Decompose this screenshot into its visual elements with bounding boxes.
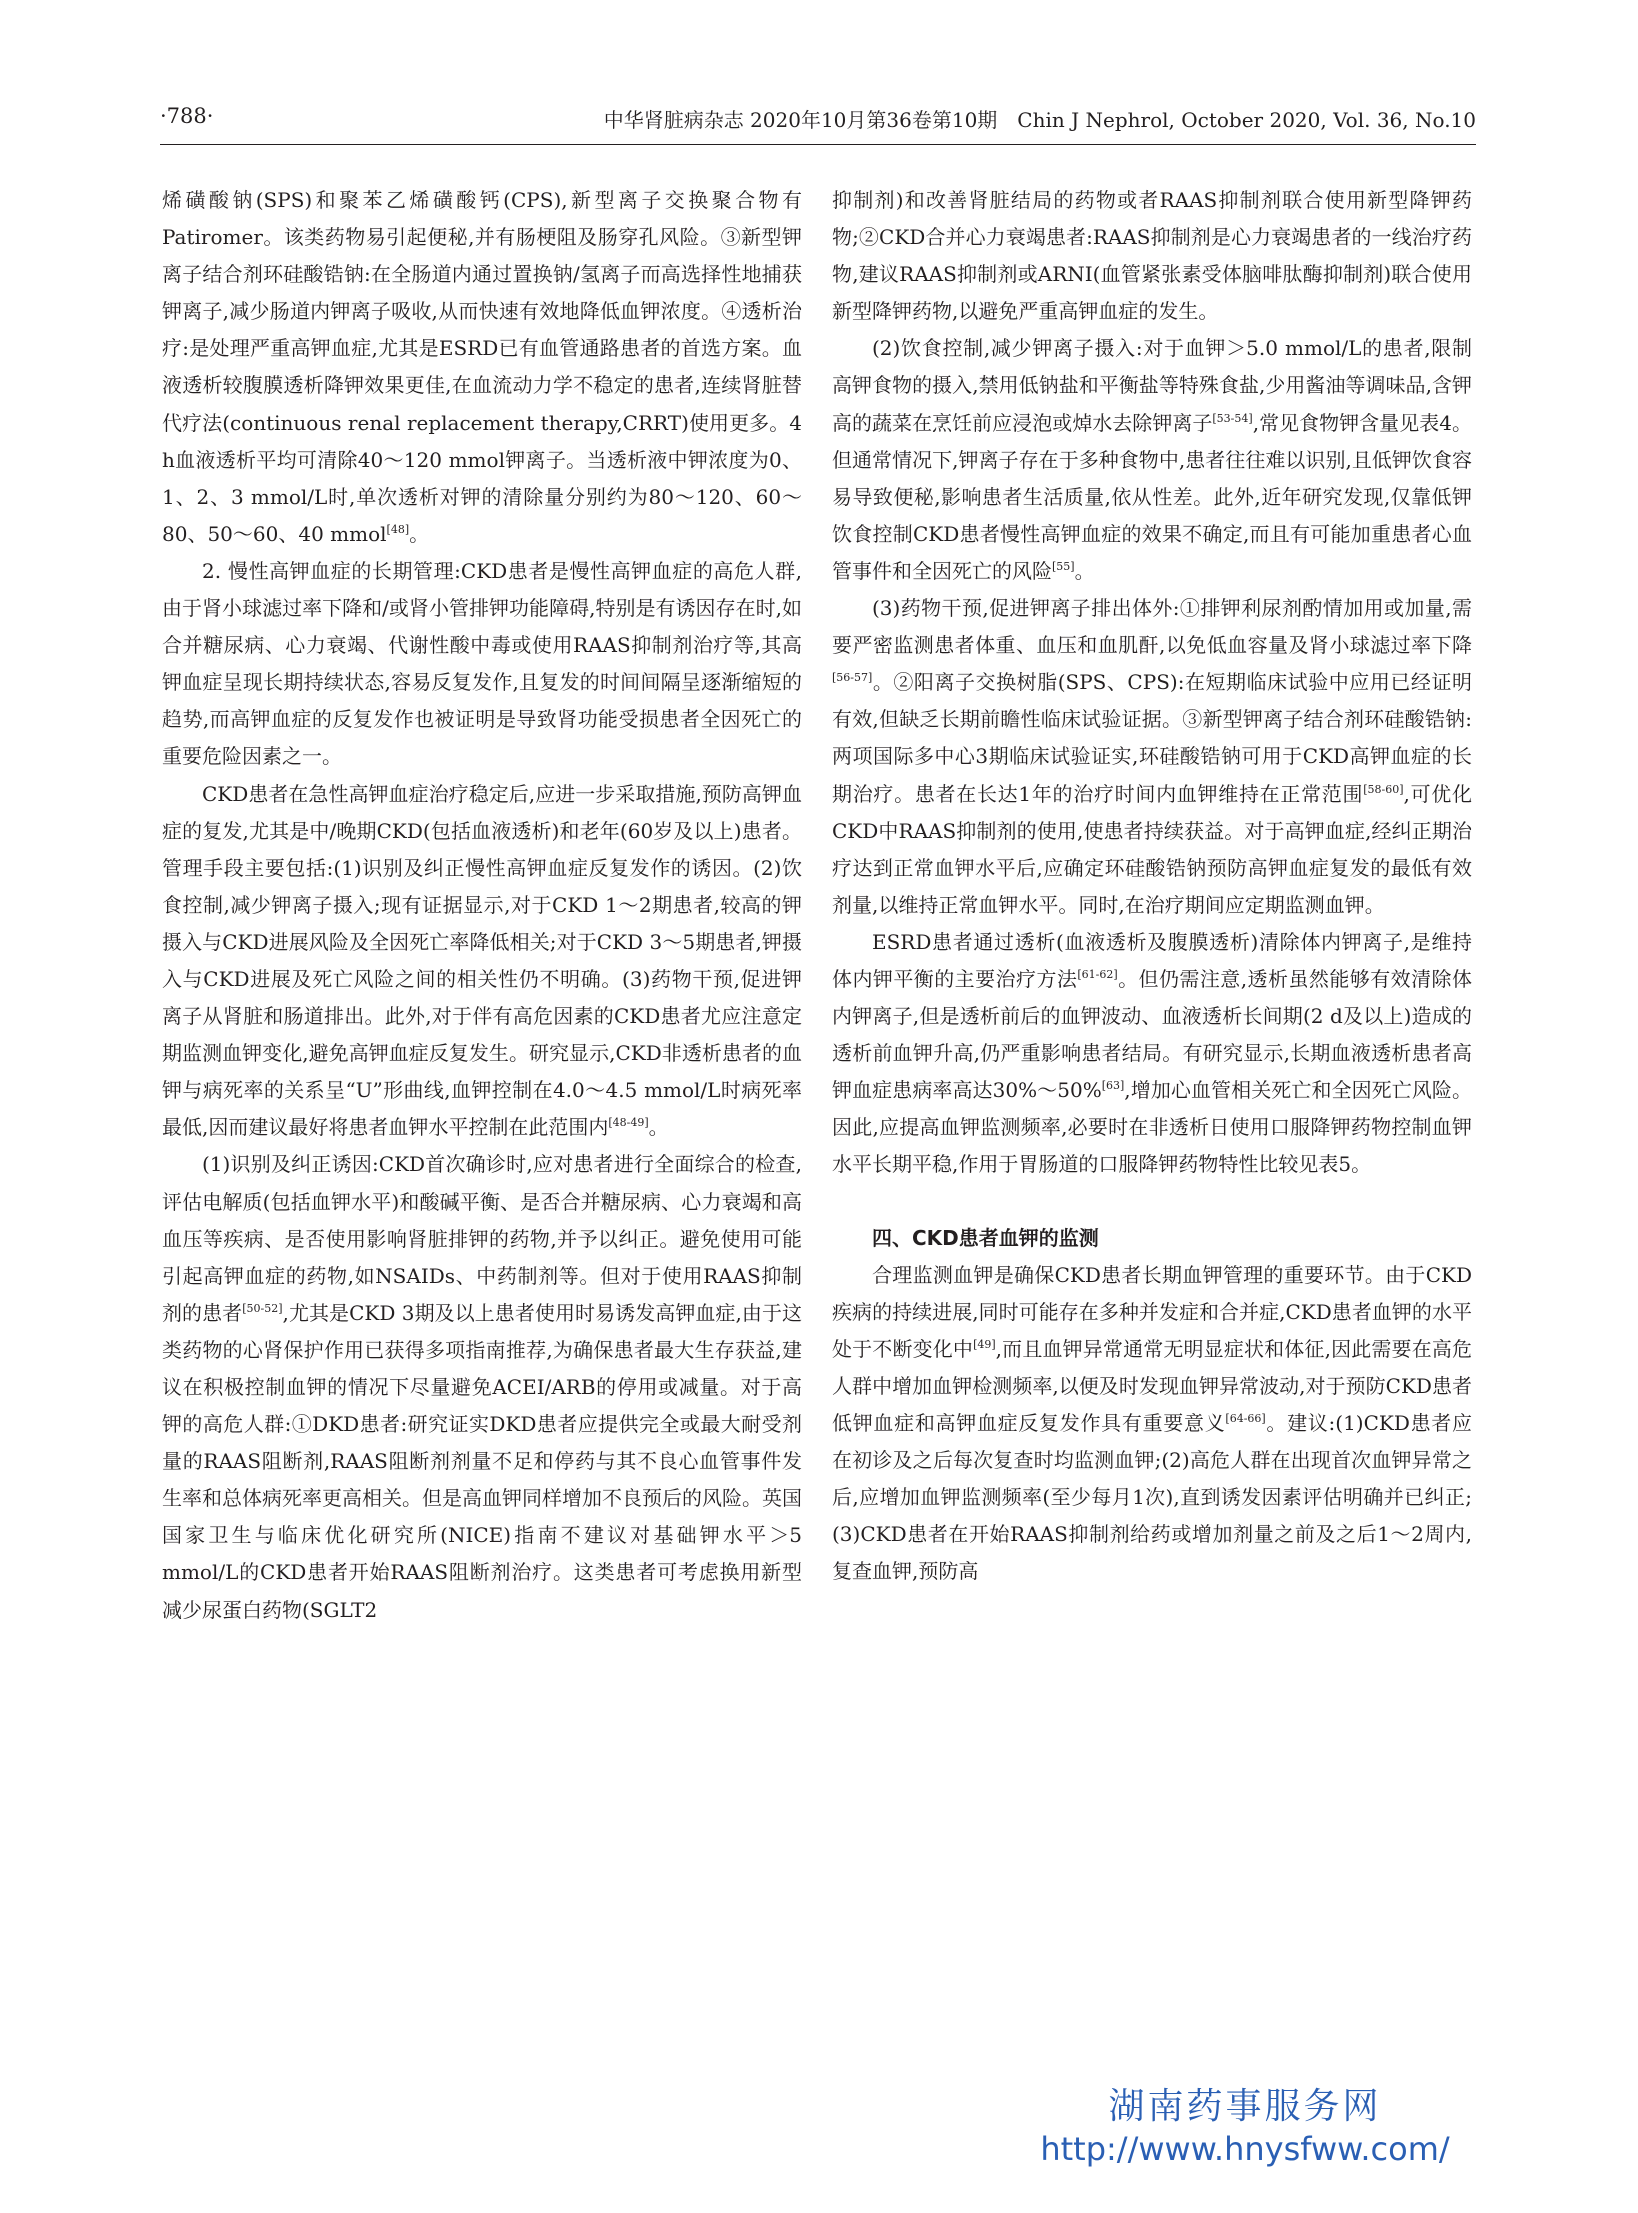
paragraph: (2)饮食控制,减少钾离子摄入:对于血钾＞5.0 mmol/L的患者,限制高钾食物的摄入,禁用低钠盐和平衡盐等特殊食盐,少用酱油等调味品,含钾高的蔬菜在烹饪前应浸泡或焯水去除钾离子[53-54],常见食物钾含量见表4。但通常情况下,钾离子存在于多种食物中,患者往往难以识别,且低钾饮食容易导致便秘,影响患者生活质量,依从性差。此外,近年研究发现,仅靠低钾饮食控制CKD患者慢性高钾血症的效果不确定,而且有可能加重患者心血管事件和全因死亡的风险[55]。 <box>832 336 1472 583</box>
citation-ref: [58-60] <box>1363 782 1404 796</box>
left-column <box>162 182 802 1629</box>
citation-ref: [61-62] <box>1077 967 1118 981</box>
page-header <box>160 104 1476 145</box>
paragraph: (1)识别及纠正诱因:CKD首次确诊时,应对患者进行全面综合的检查,评估电解质(包括血钾水平)和酸碱平衡、是否合并糖尿病、心力衰竭和高血压等疾病、是否使用影响肾脏排钾的药物,并予以纠正。避免使用可能引起高钾血症的药物,如NSAIDs、中药制剂等。但对于使用RAAS抑制剂的患者[50-52],尤其是CKD 3期及以上患者使用时易诱发高钾血症,由于这类药物的心肾保护作用已获得多项指南推荐,为确保患者最大生存获益,建议在积极控制血钾的情况下尽量避免ACEI/ARB的停用或减量。对于高钾的高危人群:①DKD患者:研究证实DKD患者应提供完全或最大耐受剂量的RAAS阻断剂,RAAS阻断剂剂量不足和停药与其不良心血管事件发生率和总体病死率更高相关。但是高血钾同样增加不良预后的风险。英国国家卫生与临床优化研究所(NICE)指南不建议对基础钾水平＞5 mmol/L的CKD患者开始RAAS阻断剂治疗。这类患者可考虑换用新型减少尿蛋白药物(SGLT2 <box>162 1152 803 1622</box>
citation-ref: [63] <box>1101 1079 1125 1093</box>
citation-ref: [53-54] <box>1212 411 1253 425</box>
citation-ref: [56-57] <box>832 671 873 685</box>
watermark-name: 湖南药事服务网 <box>1108 2086 1382 2127</box>
journal-citation: 中华肾脏病杂志 2020年10月第36卷第10期 Chin J Nephrol, October 2020, Vol. 36, No.10 <box>603 108 1476 132</box>
section-heading: 四、CKD患者血钾的监测 <box>872 1225 1099 1250</box>
paragraph: 抑制剂)和改善肾脏结局的药物或者RAAS抑制剂联合使用新型降钾药物;②CKD合并心力衰竭患者:RAAS抑制剂是心力衰竭患者的一线治疗药物,建议RAAS抑制剂或ARNI(血管紧张素受体脑啡肽酶抑制剂)联合使用新型降钾药物,以避免严重高钾血症的发生。 <box>832 188 1472 324</box>
citation-ref: [48-49] <box>608 1116 649 1130</box>
right-column <box>832 182 1472 1590</box>
citation-ref: [49] <box>973 1337 996 1351</box>
page-number: ·788· <box>160 104 214 128</box>
paragraph: ESRD患者通过透析(血液透析及腹膜透析)清除体内钾离子,是维持体内钾平衡的主要治疗方法[61-62]。但仍需注意,透析虽然能够有效清除体内钾离子,但是透析前后的血钾波动、血液透析长间期(2 d及以上)造成的透析前血钾升高,仍严重影响患者结局。有研究显示,长期血液透析患者高钾血症患病率高达30%～50%[63],增加心血管相关死亡和全因死亡风险。因此,应提高血钾监测频率,必要时在非透析日使用口服降钾药物控制血钾水平长期平稳,作用于胃肠道的口服降钾药物特性比较见表5。 <box>832 929 1473 1177</box>
citation-ref: [55] <box>1052 559 1075 573</box>
paragraph: 2. 慢性高钾血症的长期管理:CKD患者是慢性高钾血症的高危人群,由于肾小球滤过率下降和/或肾小管排钾功能障碍,特别是有诱因存在时,如合并糖尿病、心力衰竭、代谢性酸中毒或使用RAAS抑制剂治疗等,其高钾血症呈现长期持续状态,容易反复发作,且复发的时间间隔呈逐渐缩短的趋势,而高钾血症的反复发作也被证明是导致肾功能受损患者全因死亡的重要危险因素之一。 <box>162 558 802 769</box>
watermark <box>1010 2085 1480 2169</box>
paragraph: 合理监测血钾是确保CKD患者长期血钾管理的重要环节。由于CKD疾病的持续进展,同时可能存在多种并发症和合并症,CKD患者血钾的水平处于不断变化中[49],而且血钾异常通常无明显症状和体征,因此需要在高危人群中增加血钾检测频率,以便及时发现血钾异常波动,对于预防CKD患者低钾血症和高钾血症反复发作具有重要意义[64-66]。建议:(1)CKD患者应在初诊及之后每次复查时均监测血钾;(2)高危人群在出现首次血钾异常之后,应增加血钾监测频率(至少每月1次),直到诱发因素评估明确并已纠正;(3)CKD患者在开始RAAS抑制剂给药或增加剂量之前及之后1～2周内,复查血钾,预防高 <box>832 1262 1472 1584</box>
watermark-url: http://www.hnysfww.com/ <box>1040 2130 1450 2168</box>
citation-ref: [64-66] <box>1225 1411 1266 1425</box>
citation-ref: [48] <box>386 522 410 536</box>
citation-ref: [50-52] <box>242 1301 283 1315</box>
paragraph: (3)药物干预,促进钾离子排出体外:①排钾利尿剂酌情加用或加量,需要严密监测患者体重、血压和血肌酐,以免低血容量及肾小球滤过率下降[56-57]。②阳离子交换树脂(SPS、CPS):在短期临床试验中应用已经证明有效,但缺乏长期前瞻性临床试验证据。③新型钾离子结合剂环硅酸锆钠:两项国际多中心3期临床试验证实,环硅酸锆钠可用于CKD高钾血症的长期治疗。患者在长达1年的治疗时间内血钾维持在正常范围[58-60],可优化CKD中RAAS抑制剂的使用,使患者持续获益。对于高钾血症,经纠正期治疗达到正常血钾水平后,应确定环硅酸锆钠预防高钾血症复发的最低有效剂量,以维持正常血钾水平。同时,在治疗期间应定期监测血钾。 <box>832 596 1472 917</box>
paragraph: 烯磺酸钠(SPS)和聚苯乙烯磺酸钙(CPS),新型离子交换聚合物有Patiromer。该类药物易引起便秘,并有肠梗阻及肠穿孔风险。③新型钾离子结合剂环硅酸锆钠:在全肠道内通过置换钠/氢离子而高选择性地捕获钾离子,减少肠道内钾离子吸收,从而快速有效地降低血钾浓度。④透析治疗:是处理严重高钾血症,尤其是ESRD已有血管通路患者的首选方案。血液透析较腹膜透析降钾效果更佳,在血流动力学不稳定的患者,连续肾脏替代疗法(continuous renal replacement therapy,CRRT)使用更多。4 h血液透析平均可清除40～120 mmol钾离子。当透析液中钾浓度为0、1、2、3 mmol/L时,单次透析对钾的清除量分别约为80～120、60～80、50～60、40 mmol[48]。 <box>162 188 802 546</box>
paragraph: CKD患者在急性高钾血症治疗稳定后,应进一步采取措施,预防高钾血症的复发,尤其是中/晚期CKD(包括血液透析)和老年(60岁及以上)患者。管理手段主要包括:(1)识别及纠正慢性高钾血症反复发作的诱因。(2)饮食控制,减少钾离子摄入;现有证据显示,对于CKD 1～2期患者,较高的钾摄入与CKD进展风险及全因死亡率降低相关;对于CKD 3～5期患者,钾摄入与CKD进展及死亡风险之间的相关性仍不明确。(3)药物干预,促进钾离子从肾脏和肠道排出。此外,对于伴有高危因素的CKD患者尤应注意定期监测血钾变化,避免高钾血症反复发生。研究显示,CKD非透析患者的血钾与病死率的关系呈“U”形曲线,血钾控制在4.0～4.5 mmol/L时病死率最低,因而建议最好将患者血钾水平控制在此范围内[48-49]。 <box>162 781 802 1140</box>
